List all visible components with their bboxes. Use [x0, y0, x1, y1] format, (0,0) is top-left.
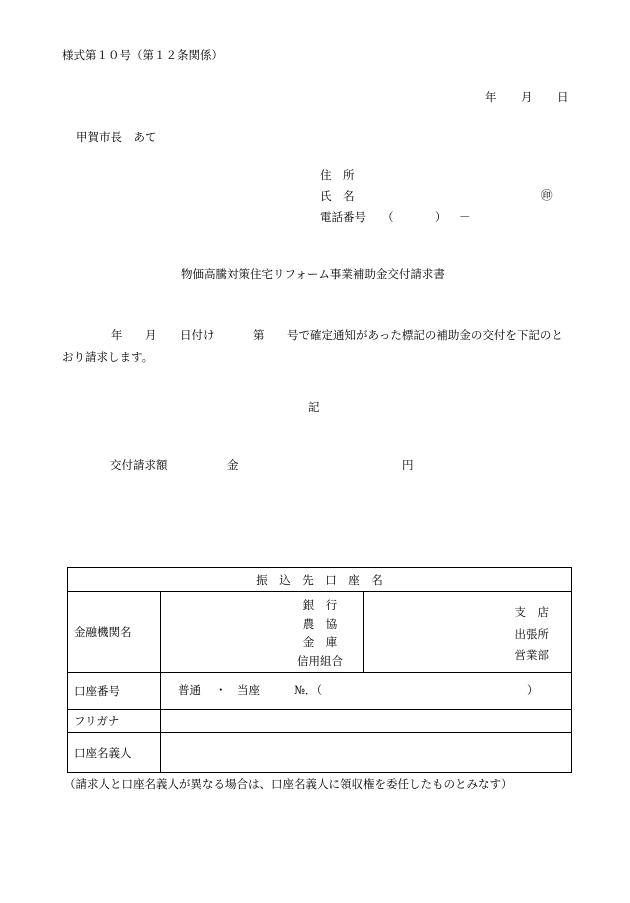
- account-type-current[interactable]: 当座: [237, 683, 260, 697]
- branch-type-eigyobu: 営業部: [514, 648, 549, 662]
- document-title: 物価高騰対策住宅リフォーム事業補助金交付請求書: [181, 267, 445, 281]
- seal-mark: ㊞: [541, 188, 553, 202]
- account-type-separator: ・: [215, 683, 227, 697]
- account-no-label: №．（: [294, 683, 323, 697]
- institution-name-cell[interactable]: [161, 592, 364, 673]
- body-day-dated: 日付け: [180, 328, 215, 342]
- footnote: （請求人と口座名義人が異なる場合は、口座名義人に領収権を委任したものとみなす）: [64, 777, 513, 791]
- branch-types: [515, 607, 550, 662]
- bank-account-table: [67, 567, 572, 773]
- name-label: 氏 名: [320, 189, 355, 203]
- furigana-label: フリガナ: [68, 710, 161, 733]
- phone-close-paren: ）: [435, 210, 447, 224]
- body-month: 月: [145, 328, 157, 342]
- branch-type-shucchojo: 出張所: [514, 626, 549, 641]
- account-number-label: 口座番号: [68, 673, 161, 710]
- furigana-input[interactable]: [161, 710, 572, 733]
- amount-label: 交付請求額: [110, 458, 168, 472]
- ki-mark: 記: [308, 400, 320, 414]
- amount-yen: 円: [402, 458, 414, 472]
- amount-kin: 金: [227, 458, 239, 472]
- body-line2: おり請求します。: [62, 350, 154, 364]
- date-month: 月: [521, 90, 533, 104]
- phone-dash: －: [459, 210, 471, 224]
- institution-type-bank: 銀 行: [302, 598, 338, 612]
- date-year: 年: [485, 90, 497, 104]
- addressee: 甲賀市長 あて: [76, 130, 157, 144]
- institution-type-ja: 農 協: [302, 616, 338, 631]
- holder-input[interactable]: [161, 733, 572, 773]
- body-dai: 第: [253, 328, 265, 342]
- phone-label: 電話番号: [320, 210, 366, 224]
- institution-label: 金融機関名: [68, 592, 161, 673]
- date-day: 日: [557, 90, 569, 104]
- account-type-ordinary[interactable]: 普通: [178, 683, 201, 697]
- institution-type-kinko: 金 庫: [302, 635, 338, 649]
- institution-types: [297, 600, 343, 667]
- account-number-cell[interactable]: [161, 673, 572, 710]
- body-rest-line1: 号で確定通知があった標記の補助金の交付を下記のと: [287, 328, 563, 342]
- address-label: 住 所: [320, 168, 355, 182]
- branch-name-cell[interactable]: [364, 592, 572, 673]
- account-no-close: ）: [527, 683, 539, 697]
- institution-type-credit-union: 信用組合: [297, 653, 343, 668]
- body-year: 年: [111, 328, 123, 342]
- branch-type-shiten: 支 店: [514, 605, 549, 619]
- form-number: 様式第１０号（第１２条関係）: [62, 48, 223, 62]
- table-header: 振 込 先 口 座 名: [68, 568, 572, 592]
- phone-open-paren: （: [382, 210, 394, 224]
- holder-label: 口座名義人: [68, 733, 161, 773]
